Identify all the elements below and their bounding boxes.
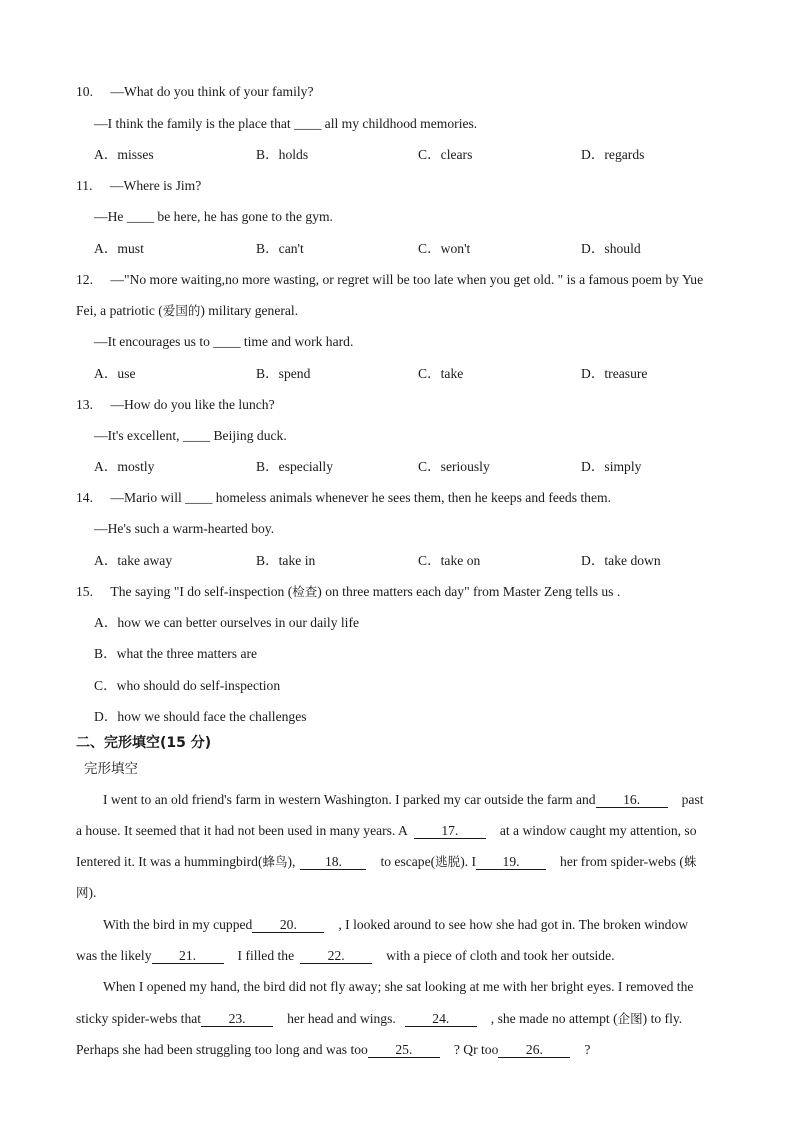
chinese-gloss: 爱国的: [162, 303, 201, 318]
option-c[interactable]: C．take on: [418, 553, 481, 568]
section-title: 二、完形填空(15 分): [76, 735, 212, 751]
passage-text: at a window caught my attention, so: [499, 823, 697, 838]
passage-text: her from spider-webs (: [560, 854, 684, 869]
question-number: 11.: [76, 178, 93, 193]
section-subtitle: 完形填空: [84, 761, 138, 777]
passage-text: I filled the: [237, 948, 295, 963]
option-d[interactable]: D．regards: [581, 147, 645, 162]
stem-text: Fei, a patriotic (: [76, 303, 163, 318]
question-12: [76, 271, 703, 289]
blank-16[interactable]: 16.: [596, 792, 668, 808]
chinese-gloss: 检查: [292, 584, 318, 599]
chinese-gloss: 企图: [617, 1011, 643, 1026]
question-stem: —"No more waiting,no more wasting, or regret will be too late when you get old. " is a famous poem by Yue: [110, 272, 704, 287]
option-b[interactable]: B．especially: [256, 459, 334, 474]
question-14: [76, 489, 611, 507]
question-10-reply: —I think the family is the place that ____ all my childhood memories.: [94, 116, 478, 131]
question-11-reply: —He ____ be here, he has gone to the gym.: [94, 209, 333, 224]
stem-text: The saying "I do self-inspection (: [110, 584, 293, 599]
chinese-gloss: 网: [76, 885, 89, 900]
blank-24[interactable]: 24.: [405, 1011, 477, 1027]
passage-text: ). I: [460, 854, 477, 869]
option-a[interactable]: A．use: [94, 366, 136, 381]
option-d[interactable]: D．treasure: [581, 366, 648, 381]
question-13-reply: —It's excellent, ____ Beijing duck.: [94, 428, 287, 443]
passage-text: Ientered it. It was a hummingbird(: [76, 854, 263, 869]
passage-text: her head and wings.: [287, 1011, 396, 1026]
option-c[interactable]: C．clears: [418, 147, 473, 162]
option-b[interactable]: B．what the three matters are: [94, 646, 258, 661]
question-13: [76, 396, 275, 414]
passage-line: [103, 916, 688, 934]
passage-line: [76, 1041, 590, 1059]
passage-line: When I opened my hand, the bird did not fly away; she sat looking at me with her bright eyes. I removed the: [103, 979, 694, 994]
blank-17[interactable]: 17.: [414, 823, 486, 839]
chinese-gloss: 蜂鸟: [262, 854, 288, 869]
passage-text: to escape(: [380, 854, 436, 869]
question-15: [76, 583, 620, 601]
option-c[interactable]: C．who should do self-inspection: [94, 678, 281, 693]
option-d[interactable]: D．should: [581, 241, 641, 256]
question-number: 13.: [76, 397, 93, 412]
question-stem: —What do you think of your family?: [110, 84, 314, 99]
question-stem: —How do you like the lunch?: [110, 397, 275, 412]
blank-18[interactable]: 18.: [300, 854, 366, 870]
question-11: [76, 177, 201, 195]
stem-text: ) military general.: [200, 303, 299, 318]
passage-line: [76, 1010, 682, 1028]
blank-25[interactable]: 25.: [368, 1042, 440, 1058]
question-number: 14.: [76, 490, 93, 505]
blank-19[interactable]: 19.: [476, 854, 546, 870]
option-a[interactable]: A．misses: [94, 147, 154, 162]
option-b[interactable]: B．take in: [256, 553, 316, 568]
passage-text: ?: [584, 1042, 591, 1057]
option-c[interactable]: C．won't: [418, 241, 471, 256]
passage-text: was the likely: [76, 948, 152, 963]
question-14-reply: —He's such a warm-hearted boy.: [94, 521, 275, 536]
chinese-gloss: 蛛: [683, 854, 697, 869]
option-d[interactable]: D．how we should face the challenges: [94, 709, 307, 724]
question-10: [76, 83, 314, 101]
passage-text: ? Qr too: [453, 1042, 499, 1057]
option-d[interactable]: D．take down: [581, 553, 661, 568]
option-b[interactable]: B．can't: [256, 241, 304, 256]
question-number: 15.: [76, 584, 93, 599]
passage-line: [76, 884, 96, 902]
passage-line: [76, 822, 697, 840]
question-12-reply: —It encourages us to ____ time and work hard.: [94, 334, 354, 349]
passage-text: ).: [88, 885, 97, 900]
passage-text: sticky spider-webs that: [76, 1011, 202, 1026]
option-a[interactable]: A．must: [94, 241, 144, 256]
passage-text: , she made no attempt (: [490, 1011, 618, 1026]
option-a[interactable]: A．mostly: [94, 459, 155, 474]
passage-line: [76, 947, 615, 965]
blank-23[interactable]: 23.: [201, 1011, 273, 1027]
passage-text: Perhaps she had been struggling too long and was too: [76, 1042, 368, 1057]
option-b[interactable]: B．spend: [256, 366, 311, 381]
blank-26[interactable]: 26.: [498, 1042, 570, 1058]
question-stem: —Mario will ____ homeless animals whenever he sees them, then he keeps and feeds them.: [110, 490, 611, 505]
option-a[interactable]: A．take away: [94, 553, 173, 568]
passage-text: ),: [287, 854, 296, 869]
passage-text: With the bird in my cupped: [103, 917, 253, 932]
passage-line: [76, 853, 696, 871]
passage-text: with a piece of cloth and took her outside.: [386, 948, 615, 963]
option-d[interactable]: D．simply: [581, 459, 642, 474]
chinese-gloss: 逃脱: [435, 854, 461, 869]
blank-21[interactable]: 21.: [152, 948, 224, 964]
blank-20[interactable]: 20.: [252, 917, 324, 933]
passage-line: [103, 791, 704, 809]
option-c[interactable]: C．seriously: [418, 459, 490, 474]
passage-text: a house. It seemed that it had not been used in many years. A: [76, 823, 408, 838]
question-number: 10.: [76, 84, 93, 99]
blank-22[interactable]: 22.: [300, 948, 372, 964]
question-stem: [110, 584, 620, 599]
passage-text: ) to fly.: [642, 1011, 683, 1026]
question-stem: —Where is Jim?: [109, 178, 202, 193]
question-12-stem-cont: [76, 302, 298, 320]
stem-text: ) on three matters each day" from Master Zeng tells us .: [317, 584, 621, 599]
passage-text: I went to an old friend's farm in western Washington. I parked my car outside the farm and: [103, 792, 596, 807]
question-number: 12.: [76, 272, 93, 287]
passage-text: past: [681, 792, 704, 807]
option-a[interactable]: A．how we can better ourselves in our daily life: [94, 615, 359, 630]
option-b[interactable]: B．holds: [256, 147, 309, 162]
option-c[interactable]: C．take: [418, 366, 464, 381]
passage-text: , I looked around to see how she had got in. The broken window: [338, 917, 689, 932]
